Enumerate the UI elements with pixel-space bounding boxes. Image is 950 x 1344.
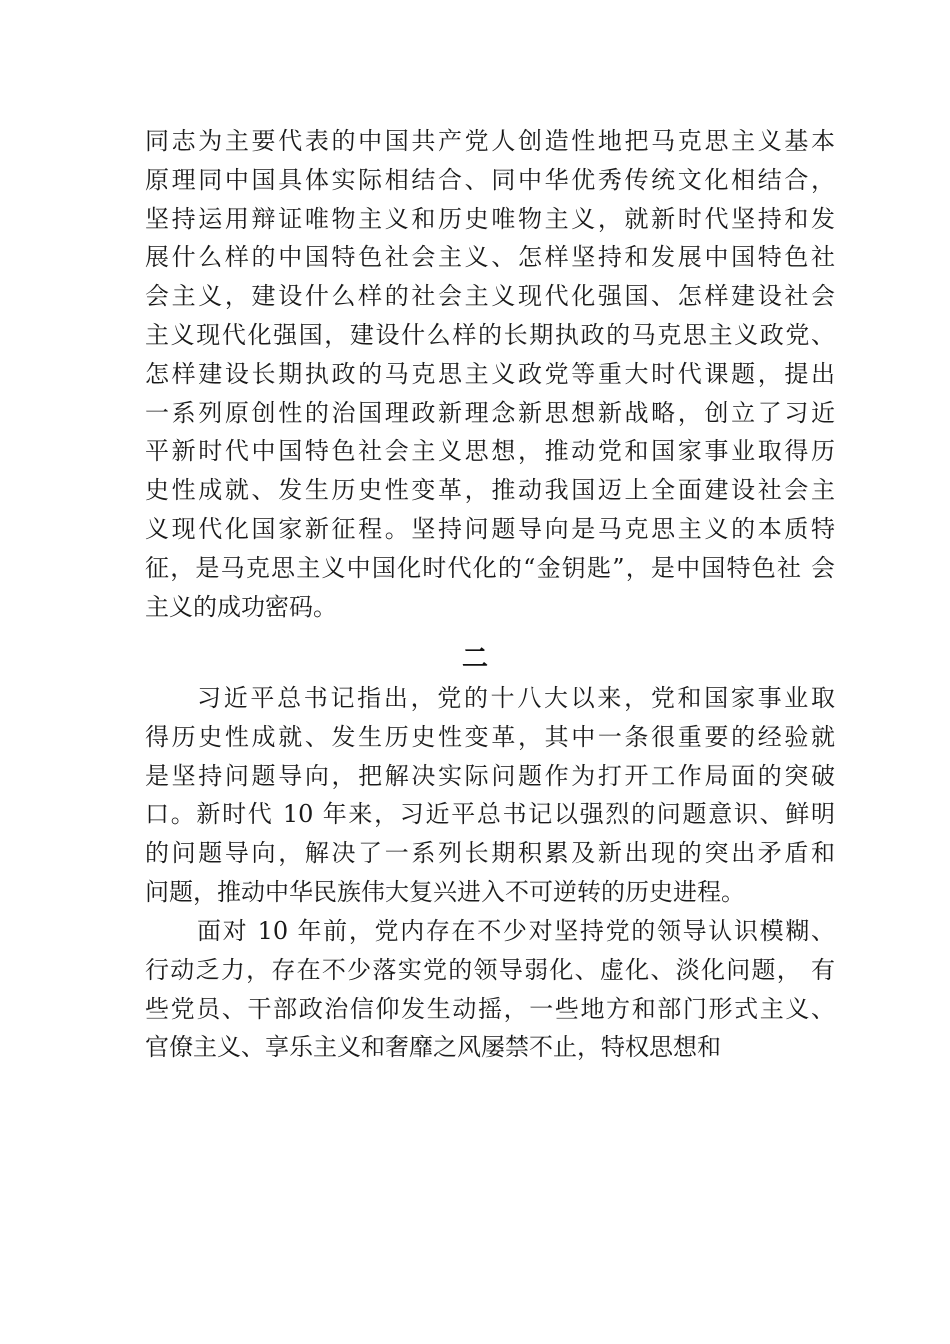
- paragraph-2-line: 问题，推动中华民族伟大复兴进入不可逆转的历史进程。: [145, 877, 745, 906]
- paragraph-2-line: 口。新时代 10 年来，习近平总书记以强烈的问题意识、鲜明: [145, 800, 835, 829]
- paragraph-1: [145, 122, 835, 626]
- paragraph-1-line: 一系列原创性的治国理政新理念新思想新战略，创立了习近: [145, 398, 835, 427]
- paragraph-1-line: 怎样建设长期执政的马克思主义政党等重大时代课题，提出: [145, 359, 835, 388]
- paragraph-1-line: 原理同中国具体实际相结合、同中华优秀传统文化相结合，: [145, 165, 835, 194]
- paragraph-1-line: 主义现代化强国，建设什么样的长期执政的马克思主义政党、: [145, 320, 835, 349]
- section-heading: [0, 638, 950, 675]
- paragraph-2-line: 得历史性成就、发生历史性变革，其中一条很重要的经验就: [145, 722, 835, 751]
- paragraph-2-line: 习近平总书记指出，党的十八大以来，党和国家事业取: [197, 684, 835, 712]
- paragraph-1-line: 征，是马克思主义中国化时代化的“金钥匙”，是中国特色社 会: [145, 553, 835, 582]
- paragraph-1-line: 史性成就、发生历史性变革，推动我国迈上全面建设社会主: [145, 476, 835, 505]
- paragraph-1-line: 同志为主要代表的中国共产党人创造性地把马克思主义基本: [145, 127, 835, 155]
- paragraph-2-line: 的问题导向，解决了一系列长期积累及新出现的突出矛盾和: [145, 839, 835, 868]
- paragraph-1-line: 平新时代中国特色社会主义思想，推动党和国家事业取得历: [145, 437, 835, 466]
- paragraph-1-line: 义现代化国家新征程。坚持问题导向是马克思主义的本质特: [145, 514, 835, 543]
- paragraph-1-line: 会主义，建设什么样的社会主义现代化强国、怎样建设社会: [145, 282, 835, 311]
- paragraph-3-line: 面对 10 年前，党内存在不少对坚持党的领导认识模糊、: [197, 917, 835, 945]
- paragraph-2-line: 是坚持问题导向，把解决实际问题作为打开工作局面的突破: [145, 761, 835, 790]
- paragraph-1-line: 展什么样的中国特色社会主义、怎样坚持和发展中国特色社: [145, 243, 835, 272]
- paragraph-2: [145, 679, 835, 912]
- paragraph-3: [145, 912, 835, 1067]
- paragraph-1-line: 主义的成功密码。: [145, 592, 337, 621]
- paragraph-3-line: 些党员、干部政治信仰发生动摇，一些地方和部门形式主义、: [145, 994, 835, 1023]
- paragraph-3-line: 官僚主义、享乐主义和奢靡之风屡禁不止，特权思想和: [145, 1033, 721, 1062]
- section-heading-text: 二: [461, 644, 488, 674]
- paragraph-1-line: 坚持运用辩证唯物主义和历史唯物主义，就新时代坚持和发: [145, 204, 835, 233]
- paragraph-3-line: 行动乏力，存在不少落实党的领导弱化、虚化、淡化问题， 有: [145, 955, 835, 984]
